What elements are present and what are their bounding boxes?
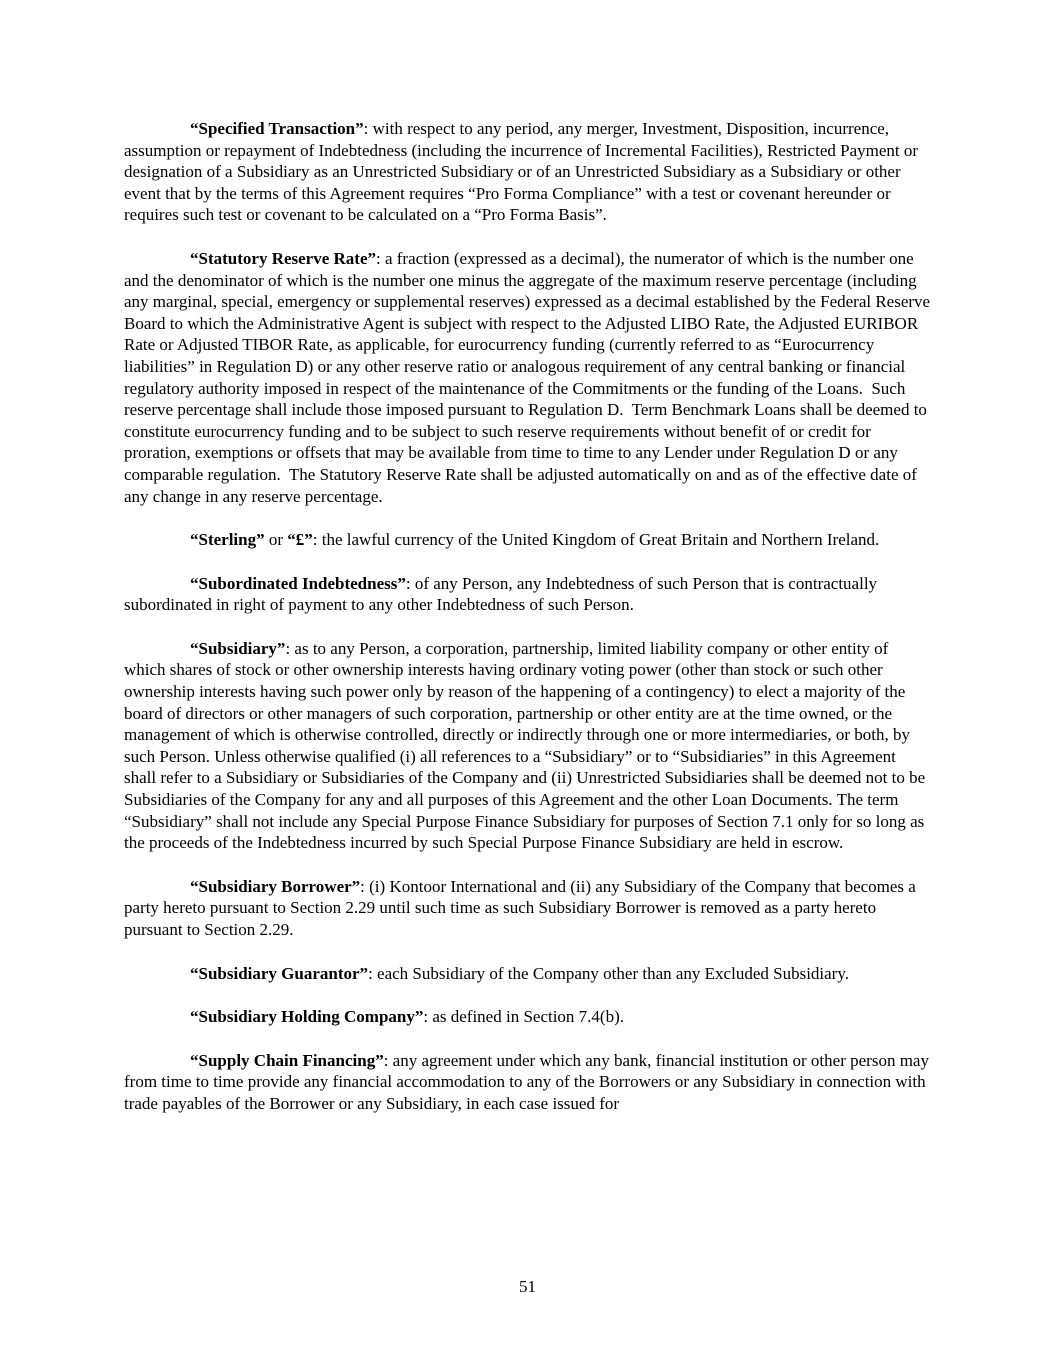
defined-term: “Subsidiary Guarantor” xyxy=(190,963,369,983)
defined-term: “Sterling” xyxy=(190,530,265,550)
defined-term: “Subordinated Indebtedness” xyxy=(190,573,406,593)
page-footer xyxy=(0,1276,1055,1298)
paragraph: “Subsidiary”: as to any Person, a corporation, partnership, limited liability company or other entity of which shares of stock or other ownership interests having ordinary voting power (other than stock or such other ownership interests having such power only by reason of the happening of a contingency) to elect a majority of the board of directors or other managers of such corporation, partnership or other entity are at the time owned, or the management of which is otherwise controlled, directly or indirectly through one or more intermediaries, or both, by such Person. Unless otherwise qualified (i) all references to a “Subsidiary” or to “Subsidiaries” in this Agreement shall refer to a Subsidiary or Subsidiaries of the Company and (ii) Unrestricted Subsidiaries shall be deemed not to be Subsidiaries of the Company for any and all purposes of this Agreement and the other Loan Documents. The term “Subsidiary” shall not include any Special Purpose Finance Subsidiary for purposes of Section 7.1 only for so long as the proceeds of the Indebtedness incurred by such Special Purpose Finance Subsidiary are held in escrow. xyxy=(124,638,930,853)
defined-term: “Subsidiary Borrower” xyxy=(190,876,361,896)
paragraph: “Subsidiary Guarantor”: each Subsidiary of the Company other than any Excluded Subsidiary. xyxy=(190,963,849,983)
paragraph: “Sterling” or “£”: the lawful currency of the United Kingdom of Great Britain and Northern Ireland. xyxy=(190,530,880,550)
defined-term: “Supply Chain Financing” xyxy=(190,1050,384,1070)
defined-term: “£” xyxy=(287,530,313,550)
paragraph: “Statutory Reserve Rate”: a fraction (expressed as a decimal), the numerator of which is the number one and the denominator of which is the number one minus the aggregate of the maximum reserve percentage (including any marginal, special, emergency or supplemental reserves) expressed as a decimal established by the Federal Reserve Board to which the Administrative Agent is subject with respect to the Adjusted LIBO Rate, the Adjusted EURIBOR Rate or Adjusted TIBOR Rate, as applicable, for eurocurrency funding (currently referred to as “Eurocurrency liabilities” in Regulation D) or any other reserve ratio or analogous requirement of any central banking or financial regulatory authority imposed in respect of the maintenance of the Commitments or the funding of the Loans. Such reserve percentage shall include those imposed pursuant to Regulation D. Term Benchmark Loans shall be deemed to constitute eurocurrency funding and to be subject to such reserve requirements without benefit of or credit for proration, exemptions or offsets that may be available from time to time to any Lender under Regulation D or any comparable regulation. The Statutory Reserve Rate shall be adjusted automatically on and as of the effective date of any change in any reserve percentage. xyxy=(124,248,935,506)
paragraph: “Subsidiary Holding Company”: as defined in Section 7.4(b). xyxy=(190,1007,625,1027)
defined-term: “Subsidiary Holding Company” xyxy=(190,1007,424,1027)
paragraph: “Subordinated Indebtedness”: of any Person, any Indebtedness of such Person that is contractually subordinated in right of payment to any other Indebtedness of such Person. xyxy=(124,573,882,615)
page-number: 51 xyxy=(519,1277,536,1296)
paragraph: “Subsidiary Borrower”: (i) Kontoor International and (ii) any Subsidiary of the Company that becomes a party hereto pursuant to Section 2.29 until such time as such Subsidiary Borrower is removed as a party hereto pursuant to Section 2.29. xyxy=(124,876,921,939)
paragraph: “Specified Transaction”: with respect to any period, any merger, Investment, Disposition, incurrence, assumption or repayment of Indebtedness (including the incurrence of Incremental Facilities), Restricted Payment or designation of a Subsidiary as an Unrestricted Subsidiary or of an Unrestricted Subsidiary as a Subsidiary or other event that by the terms of this Agreement requires “Pro Forma Compliance” with a test or covenant hereunder or requires such test or covenant to be calculated on a “Pro Forma Basis”. xyxy=(124,119,923,225)
defined-term: “Specified Transaction” xyxy=(190,119,364,138)
paragraph: “Supply Chain Financing”: any agreement under which any bank, financial institution or other person may from time to time provide any financial accommodation to any of the Borrowers or any Subsidiary in connection with trade payables of the Borrower or any Subsidiary, in each case issued for xyxy=(124,1050,934,1113)
defined-term: “Subsidiary” xyxy=(190,638,286,658)
defined-term: “Statutory Reserve Rate” xyxy=(190,248,376,268)
document-body xyxy=(124,118,935,1137)
